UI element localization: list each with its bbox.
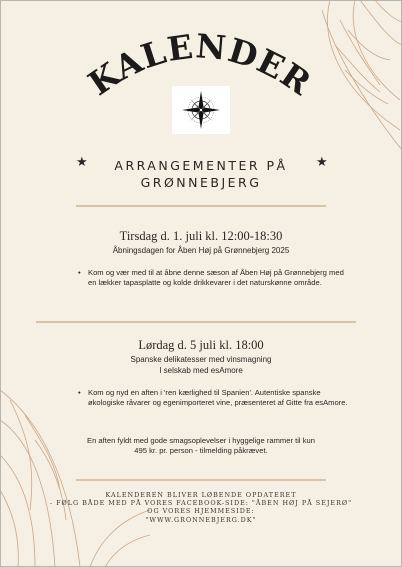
divider-bottom bbox=[76, 479, 326, 481]
event-1-description: Åbningsdagen for Åben Høj på Grønnebjerg 2025 bbox=[112, 246, 290, 255]
subtitle-line-2: GRØNNEBJERG bbox=[140, 175, 262, 190]
subtitle bbox=[60, 157, 342, 191]
footer-line-1: KALENDEREN BLIVER LØBENDE OPDATERET bbox=[105, 491, 297, 499]
subtitle-line-1: ARRANGEMENTER PÅ bbox=[114, 158, 288, 173]
divider-top bbox=[76, 205, 326, 207]
event-2-price-note: En aften fyldt med gode smagsoplevelser i hyggelige rammer til kun 495 kr. pr. person - tilmelding påkrævet. bbox=[87, 436, 315, 456]
title-text: KALENDER bbox=[81, 26, 319, 104]
footer-line-2: - FØLG BÅDE MED PÅ VORES FACEBOOK-SIDE: "ÅBEN HØJ PÅ SEJERØ" OG VORES HJEMMESIDE: bbox=[49, 499, 353, 516]
footer-note bbox=[44, 491, 358, 524]
compass-logo bbox=[172, 86, 230, 134]
divider-middle bbox=[36, 321, 356, 323]
star-icon-left: ★ bbox=[76, 154, 88, 169]
footer-website: "WWW.GRONNEBJERG.DK" bbox=[145, 515, 257, 524]
event-1-date: Tirsdag d. 1. juli kl. 12:00-18:30 bbox=[119, 229, 283, 243]
event-1-bullets bbox=[78, 268, 348, 289]
compass-rose-icon bbox=[172, 86, 230, 134]
event-2-description: Spanske delikatesser med vinsmagning bbox=[130, 355, 272, 364]
event-2-bullet: • Kom og nyd en aften i 'ren kærlighed til Spanien'. Autentiske spanske økologiske råvarer og egenimporteret vine, præsenteret af Gitte fra esAmore. bbox=[78, 388, 348, 409]
event-2-bullets bbox=[78, 388, 348, 409]
event-2-host: I selskab med esAmore bbox=[159, 366, 243, 375]
star-icon-right: ★ bbox=[316, 154, 328, 169]
event-2-date: Lørdag d. 5 juli kl. 18:00 bbox=[138, 338, 264, 352]
event-1-bullet: • Kom og vær med til at åbne denne sæson af Åben Høj på Grønnebjerg med en lækker tapasplatte og kolde drikkevarer i det naturskønne område. bbox=[78, 268, 348, 289]
